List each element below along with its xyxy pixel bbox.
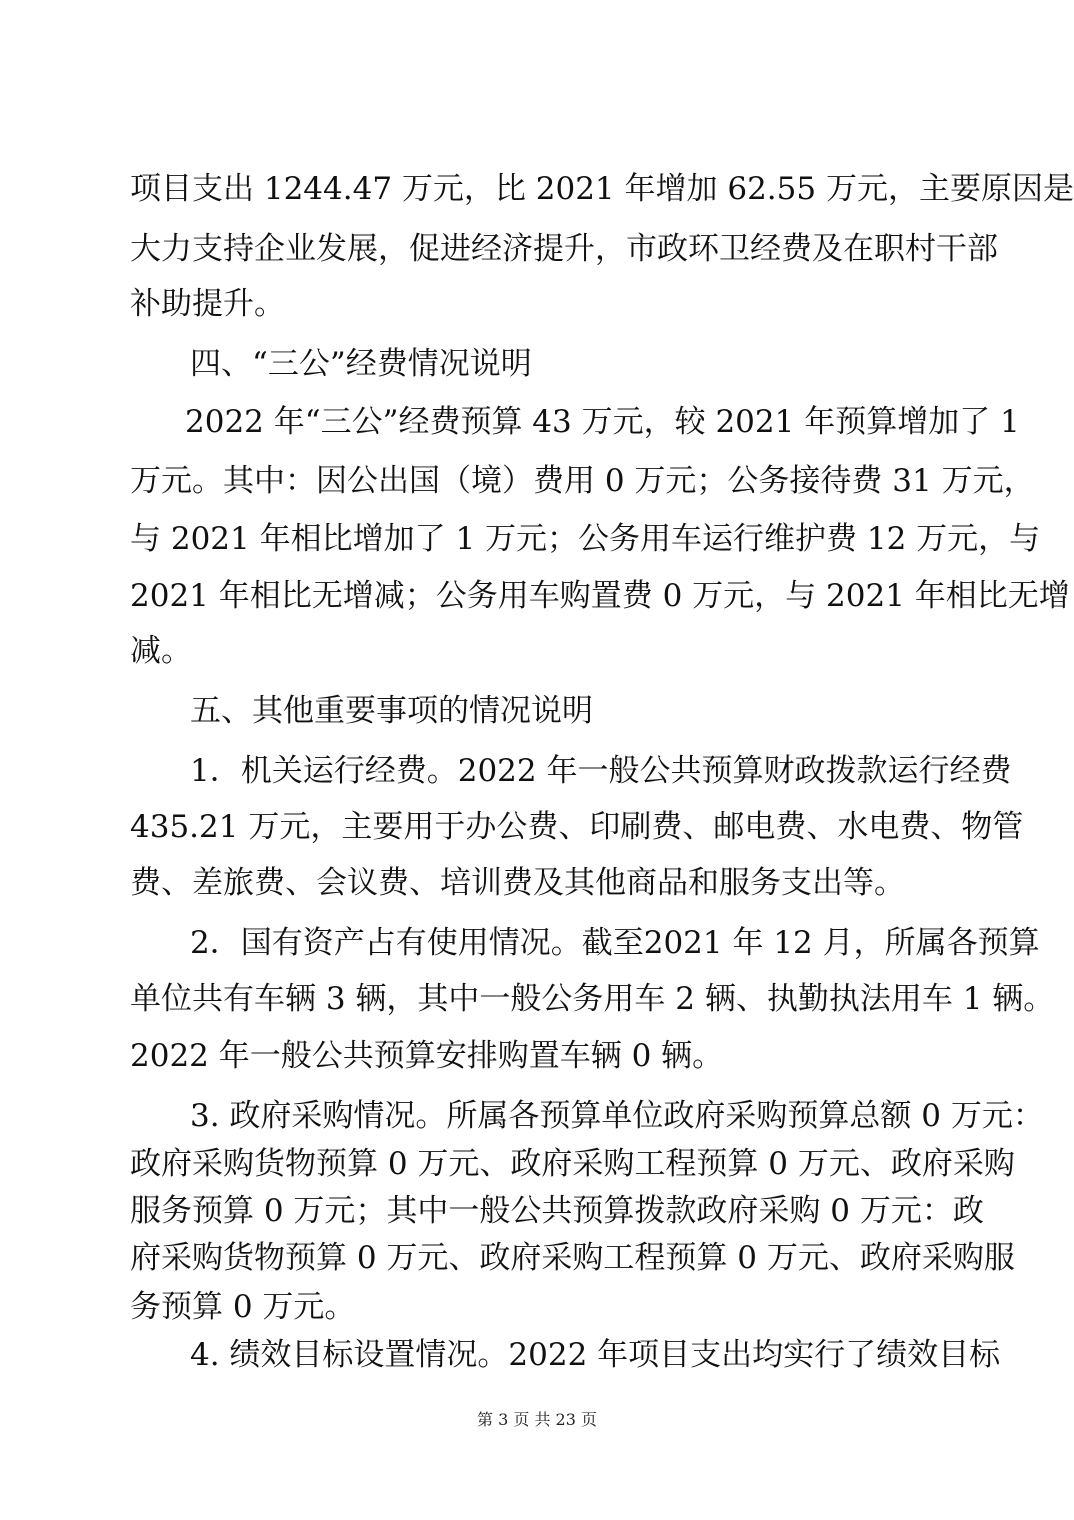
body-line: 项目支出 1244.47 万元，比 2021 年增加 62.55 万元，主要原因是 — [130, 171, 1074, 207]
body-line: 与 2021 年相比增加了 1 万元；公务用车运行维护费 12 万元，与 — [130, 521, 1041, 557]
body-line: 减。 — [130, 633, 192, 669]
body-line: 务预算 0 万元。 — [130, 1289, 356, 1325]
body-line: 府采购货物预算 0 万元、政府采购工程预算 0 万元、政府采购服 — [130, 1240, 1015, 1276]
body-line: 435.21 万元，主要用于办公费、印刷费、邮电费、水电费、物管 — [130, 809, 1024, 845]
section-heading: 四、“三公”经费情况说明 — [190, 346, 532, 382]
body-line: 服务预算 0 万元；其中一般公共预算拨款政府采购 0 万元：政 — [130, 1193, 984, 1229]
body-line: 2．国有资产占有使用情况。截至2021 年 12 月，所属各预算 — [190, 925, 1040, 961]
body-line: 2022 年一般公共预算安排购置车辆 0 辆。 — [130, 1038, 724, 1074]
body-line: 2022 年“三公”经费预算 43 万元，较 2021 年预算增加了 1 — [185, 404, 1020, 440]
body-line: 单位共有车辆 3 辆，其中一般公务用车 2 辆、执勤执法用车 1 辆。 — [130, 981, 1055, 1017]
body-line: 大力支持企业发展，促进经济提升，市政环卫经费及在职村干部 — [130, 231, 998, 267]
body-line: 1．机关运行经费。2022 年一般公共预算财政拨款运行经费 — [190, 753, 1012, 789]
body-line: 3. 政府采购情况。所属各预算单位政府采购预算总额 0 万元： — [190, 1098, 1044, 1134]
body-line: 费、差旅费、会议费、培训费及其他商品和服务支出等。 — [130, 865, 905, 901]
page-footer: 第 3 页 共 23 页 — [477, 1410, 597, 1429]
section-heading: 五、其他重要事项的情况说明 — [190, 693, 593, 729]
body-line: 4. 绩效目标设置情况。2022 年项目支出均实行了绩效目标 — [190, 1337, 1001, 1373]
body-line: 政府采购货物预算 0 万元、政府采购工程预算 0 万元、政府采购 — [130, 1146, 1015, 1182]
body-line: 2021 年相比无增减；公务用车购置费 0 万元，与 2021 年相比无增 — [130, 578, 1070, 614]
body-line: 补助提升。 — [130, 286, 285, 322]
body-line: 万元。其中：因公出国（境）费用 0 万元；公务接待费 31 万元， — [130, 463, 1035, 499]
